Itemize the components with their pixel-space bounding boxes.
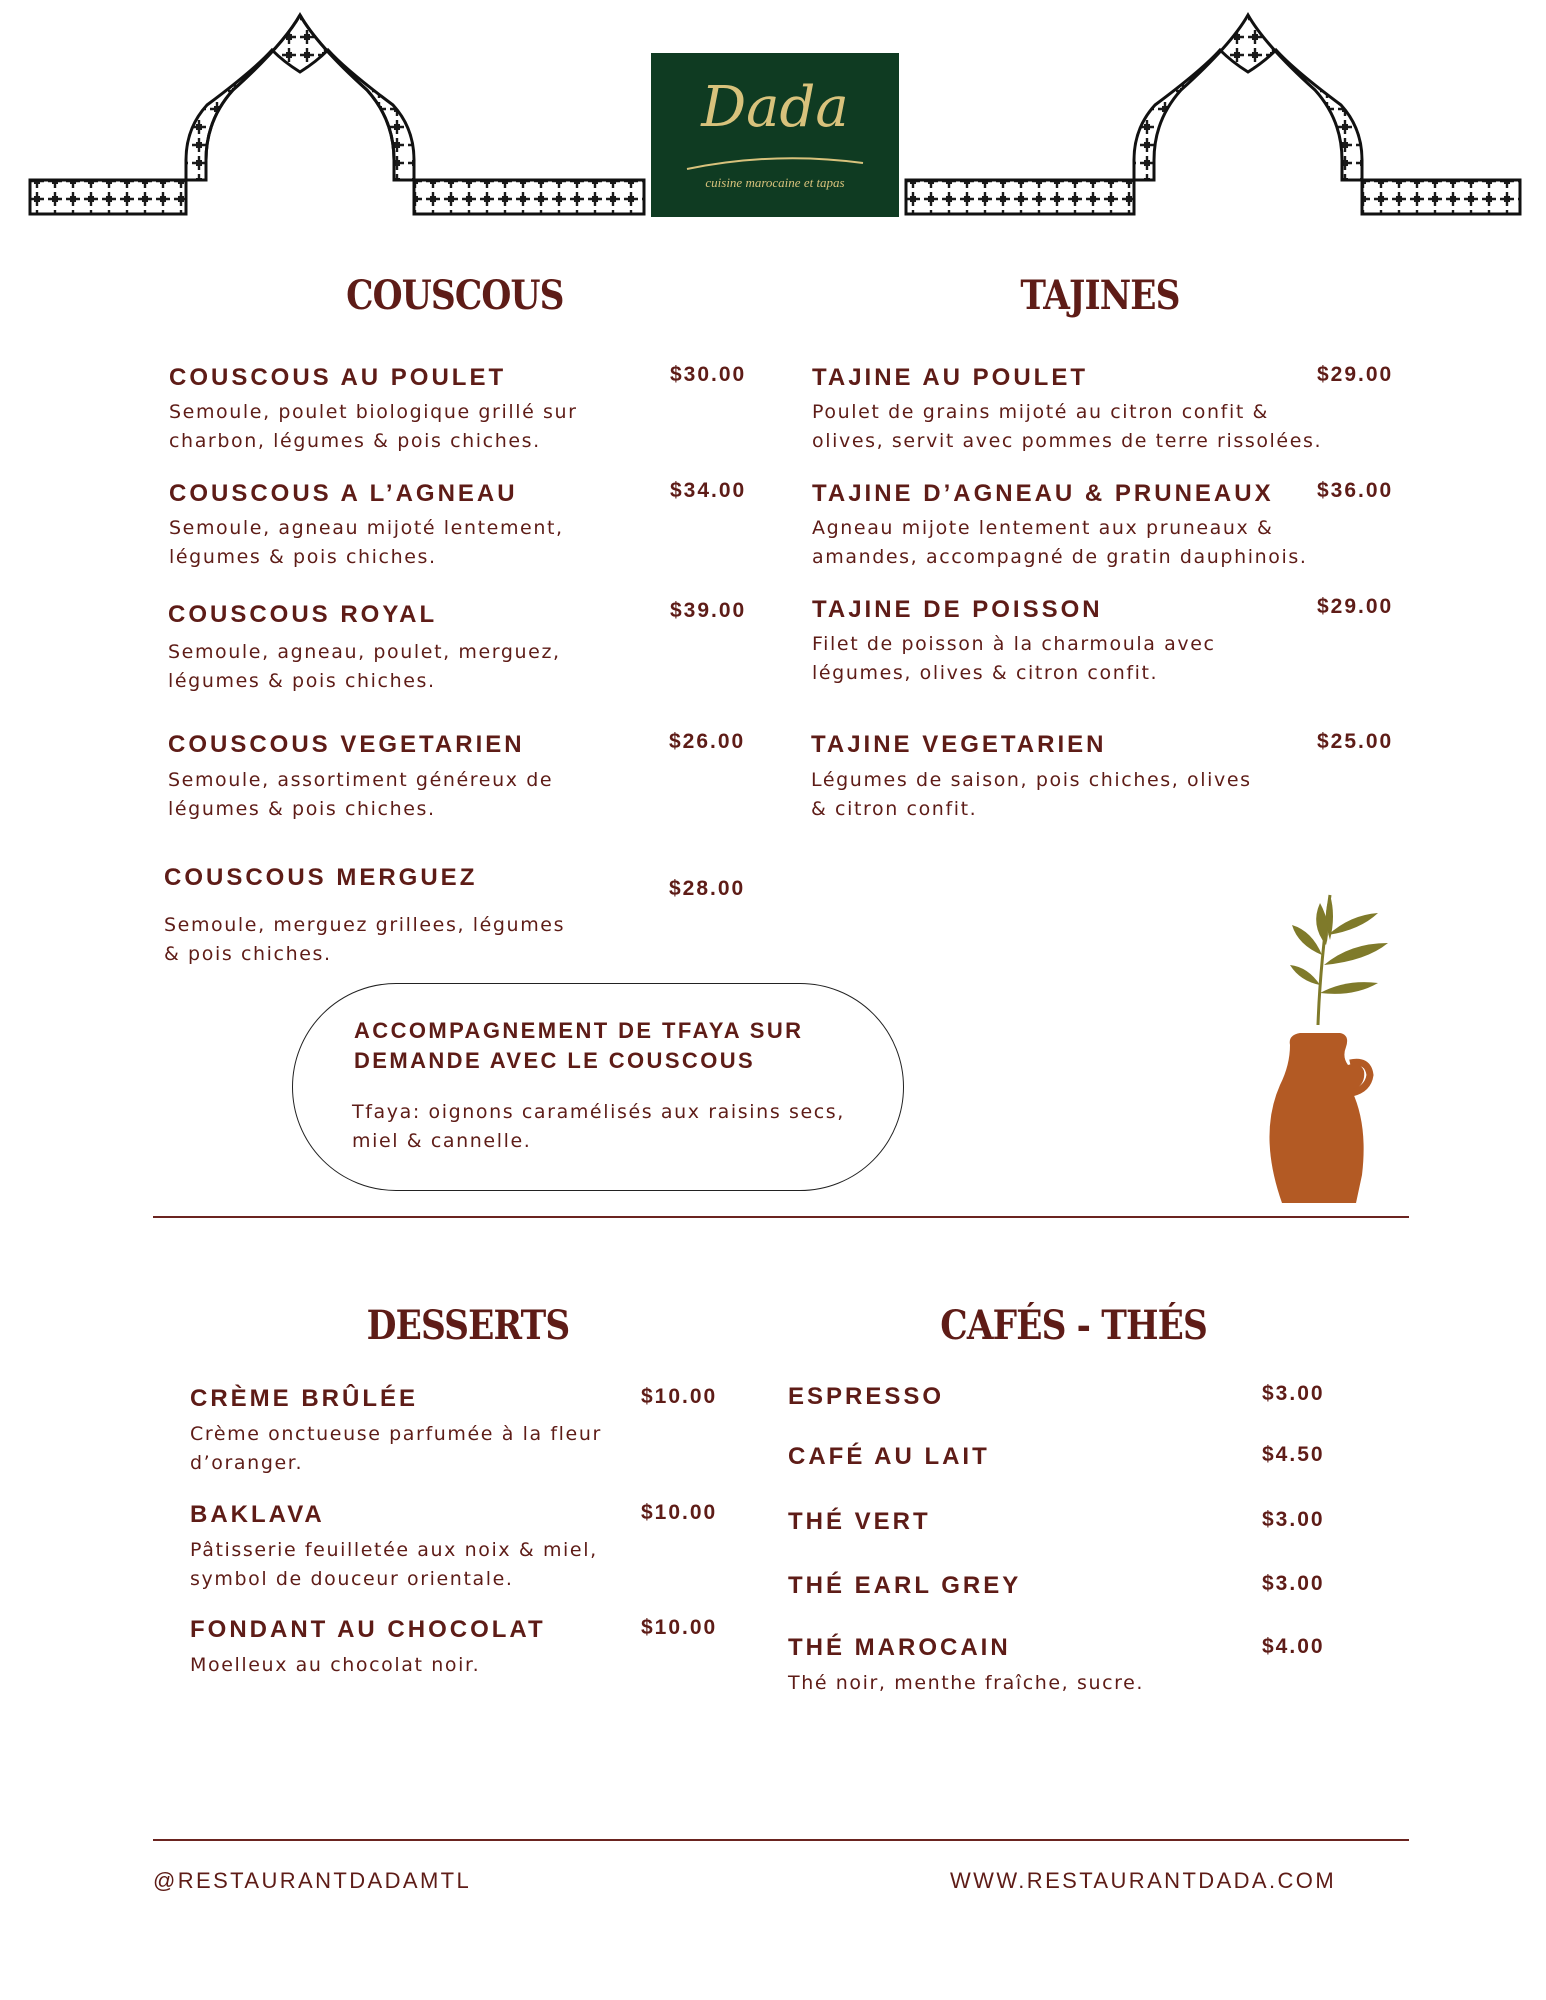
couscous-item-desc: Semoule, agneau, poulet, merguez, légumes & pois chiches. (168, 641, 561, 692)
social-handle-link[interactable]: @RESTAURANTDADAMTL (153, 1868, 472, 1893)
tajine-item-name: TAJINE DE POISSON (812, 596, 1103, 623)
drink-item-price: $4.50 (1262, 1443, 1325, 1466)
drink-item-price: $3.00 (1262, 1382, 1325, 1405)
section-title-couscous: COUSCOUS (346, 272, 564, 319)
tfaya-callout (292, 983, 904, 1191)
couscous-item-name: COUSCOUS VEGETARIEN (168, 731, 525, 758)
dessert-item-desc: Moelleux au chocolat noir. (190, 1654, 481, 1676)
tajine-item-name: TAJINE AU POULET (812, 364, 1089, 391)
couscous-item-price: $39.00 (670, 599, 747, 622)
tajine-item-price: $36.00 (1317, 479, 1394, 502)
couscous-item-desc: Semoule, agneau mijoté lentement, légumes & pois chiches. (169, 517, 564, 568)
drink-item-name: THÉ VERT (788, 1508, 931, 1535)
drink-item-name: ESPRESSO (788, 1383, 945, 1410)
tfaya-title: ACCOMPAGNEMENT DE TFAYA SUR DEMANDE AVEC LE COUSCOUS (354, 1018, 804, 1073)
tajine-item-price: $29.00 (1317, 595, 1394, 618)
section-title-drinks: CAFÉS - THÉS (940, 1302, 1207, 1349)
dessert-item-name: CRÈME BRÛLÉE (190, 1385, 419, 1412)
couscous-item-name: COUSCOUS ROYAL (168, 601, 438, 628)
section-title-desserts: DESSERTS (366, 1302, 570, 1349)
tfaya-desc: Tfaya: oignons caramélisés aux raisins secs, miel & cannelle. (352, 1101, 845, 1152)
drink-item-desc: Thé noir, menthe fraîche, sucre. (788, 1672, 1145, 1694)
logo-tagline: cuisine marocaine et tapas (705, 175, 845, 190)
footer-divider (153, 1839, 1409, 1841)
couscous-item-name: COUSCOUS AU POULET (169, 364, 507, 391)
logo-wordmark: Dada (701, 75, 849, 140)
tajine-item-desc: Filet de poisson à la charmoula avec légumes, olives & citron confit. (812, 633, 1216, 684)
drink-item-name: CAFÉ AU LAIT (788, 1443, 990, 1470)
logo (651, 53, 899, 217)
dessert-item-desc: Pâtisserie feuilletée aux noix & miel, symbol de douceur orientale. (190, 1539, 598, 1590)
dessert-item-desc: Crème onctueuse parfumée à la fleur d’oranger. (190, 1423, 602, 1474)
drink-item-name: THÉ EARL GREY (788, 1572, 1022, 1599)
logo-swash-icon (685, 153, 865, 173)
website-link[interactable]: WWW.RESTAURANTDADA.COM (950, 1868, 1337, 1893)
tajine-item-desc: Poulet de grains mijoté au citron confit & olives, servit avec pommes de terre rissolées. (812, 401, 1323, 452)
dessert-item-price: $10.00 (641, 1385, 718, 1408)
tajine-item-name: TAJINE D’AGNEAU & PRUNEAUX (812, 480, 1274, 507)
drink-item-price: $3.00 (1262, 1572, 1325, 1595)
vase-with-branch-icon (1250, 885, 1420, 1205)
dessert-item-name: BAKLAVA (190, 1501, 325, 1528)
dessert-item-price: $10.00 (641, 1501, 718, 1524)
drink-item-name: THÉ MAROCAIN (788, 1634, 1011, 1661)
couscous-item-price: $30.00 (670, 363, 747, 386)
drink-item-price: $4.00 (1262, 1635, 1325, 1658)
dessert-item-price: $10.00 (641, 1616, 718, 1639)
dessert-item-name: FONDANT AU CHOCOLAT (190, 1616, 546, 1643)
tajine-item-name: TAJINE VEGETARIEN (811, 731, 1107, 758)
section-title-tajines: TAJINES (1020, 272, 1180, 319)
tajine-item-desc: Légumes de saison, pois chiches, olives & citron confit. (811, 769, 1252, 820)
tajine-item-price: $29.00 (1317, 363, 1394, 386)
couscous-item-desc: Semoule, poulet biologique grillé sur charbon, légumes & pois chiches. (169, 401, 578, 452)
tajine-item-price: $25.00 (1317, 730, 1394, 753)
couscous-item-price: $28.00 (669, 877, 746, 900)
tajine-item-desc: Agneau mijote lentement aux pruneaux & amandes, accompagné de gratin dauphinois. (812, 517, 1308, 568)
couscous-item-price: $34.00 (670, 479, 747, 502)
section-divider (153, 1216, 1409, 1218)
moorish-arch-icon (28, 10, 648, 220)
moorish-arch-icon (904, 10, 1524, 220)
couscous-item-name: COUSCOUS MERGUEZ (164, 864, 478, 891)
couscous-item-name: COUSCOUS A L’AGNEAU (169, 480, 518, 507)
couscous-item-price: $26.00 (669, 730, 746, 753)
couscous-item-desc: Semoule, merguez grillees, légumes & pois chiches. (164, 914, 566, 965)
drink-item-price: $3.00 (1262, 1508, 1325, 1531)
couscous-item-desc: Semoule, assortiment généreux de légumes & pois chiches. (168, 769, 554, 820)
